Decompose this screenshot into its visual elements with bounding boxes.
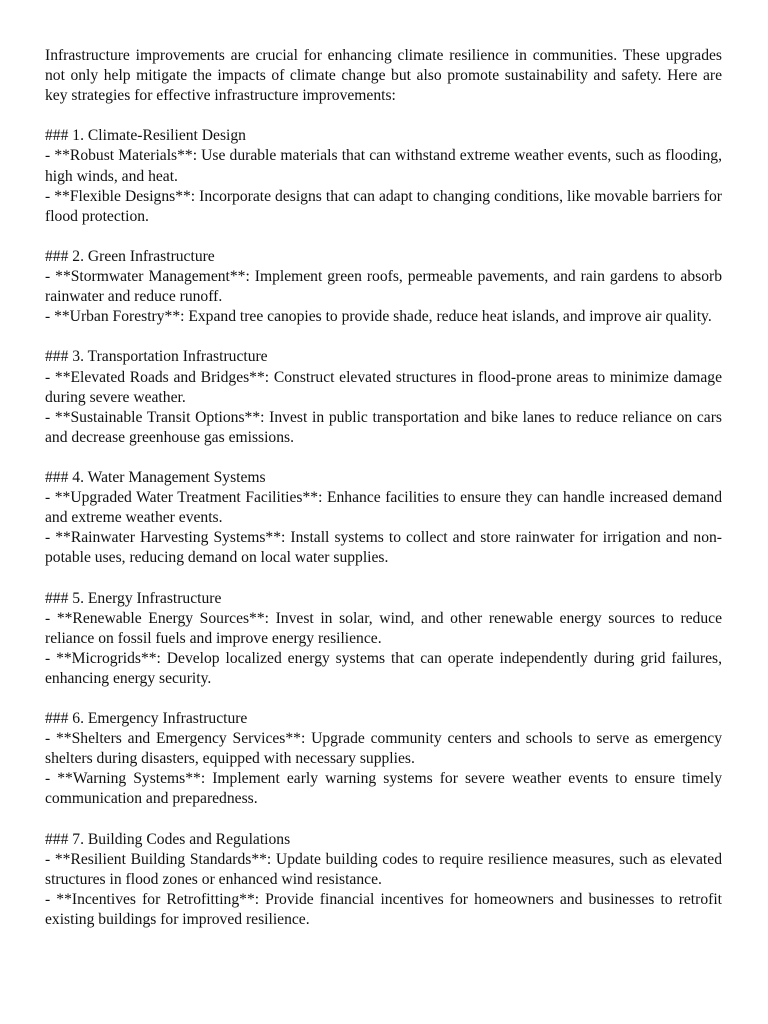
- section-heading: ### 3. Transportation Infrastructure: [45, 348, 268, 366]
- bullet-item: - **Warning Systems**: Implement early warning systems for severe weather events to ensure timely communication and preparedness.: [45, 770, 722, 808]
- spacer: [45, 327, 722, 347]
- spacer: [45, 448, 722, 468]
- bullet-item: - **Robust Materials**: Use durable materials that can withstand extreme weather events, such as flooding, high winds, and heat.: [45, 147, 722, 185]
- section-1: [45, 126, 722, 226]
- intro-paragraph: Infrastructure improvements are crucial for enhancing climate resilience in communities. These upgrades not only help mitigate the impacts of climate change but also promote sustainability and safety. Here are key strategies for effective infrastructure improvements:: [45, 47, 722, 105]
- section-heading: ### 2. Green Infrastructure: [45, 247, 215, 265]
- spacer: [45, 568, 722, 588]
- section-7: [45, 830, 722, 930]
- bullet-item: - **Rainwater Harvesting Systems**: Install systems to collect and store rainwater for irrigation and non-potable uses, reducing demand on local water supplies.: [45, 529, 722, 567]
- section-3: [45, 347, 722, 447]
- bullet-item: - **Stormwater Management**: Implement green roofs, permeable pavements, and rain gardens to absorb rainwater and reduce runoff.: [45, 268, 722, 306]
- bullet-item: - **Incentives for Retrofitting**: Provide financial incentives for homeowners and businesses to retrofit existing buildings for improved resilience.: [45, 890, 722, 929]
- bullet-item: - **Microgrids**: Develop localized energy systems that can operate independently during grid failures, enhancing energy security.: [45, 649, 722, 687]
- section-heading: ### 7. Building Codes and Regulations: [45, 830, 291, 848]
- section-heading: ### 6. Emergency Infrastructure: [45, 710, 248, 728]
- document-body: [45, 46, 722, 930]
- bullet-item: - **Shelters and Emergency Services**: Upgrade community centers and schools to serve as emergency shelters during disasters, equipped with necessary supplies.: [45, 730, 722, 768]
- section-heading: ### 1. Climate-Resilient Design: [45, 127, 246, 145]
- section-5: [45, 589, 722, 689]
- bullet-item: - **Urban Forestry**: Expand tree canopies to provide shade, reduce heat islands, and improve air quality.: [45, 308, 712, 326]
- bullet-item: - **Sustainable Transit Options**: Invest in public transportation and bike lanes to reduce reliance on cars and decrease greenhouse gas emissions.: [45, 408, 722, 446]
- bullet-item: - **Elevated Roads and Bridges**: Construct elevated structures in flood-prone areas to minimize damage during severe weather.: [45, 368, 722, 406]
- section-2: [45, 247, 722, 327]
- section-4: [45, 468, 722, 568]
- bullet-item: - **Upgraded Water Treatment Facilities**: Enhance facilities to ensure they can handle increased demand and extreme weather events.: [45, 489, 722, 527]
- bullet-item: - **Flexible Designs**: Incorporate designs that can adapt to changing conditions, like movable barriers for flood protection.: [45, 187, 722, 225]
- bullet-item: - **Resilient Building Standards**: Update building codes to require resilience measures, such as elevated structures in flood zones or enhanced wind resistance.: [45, 850, 722, 888]
- spacer: [45, 227, 722, 247]
- section-heading: ### 4. Water Management Systems: [45, 468, 266, 486]
- spacer: [45, 106, 722, 126]
- spacer: [45, 810, 722, 830]
- bullet-item: - **Renewable Energy Sources**: Invest in solar, wind, and other renewable energy sources to reduce reliance on fossil fuels and improve energy resilience.: [45, 609, 722, 647]
- section-heading: ### 5. Energy Infrastructure: [45, 589, 222, 607]
- spacer: [45, 689, 722, 709]
- section-6: [45, 709, 722, 809]
